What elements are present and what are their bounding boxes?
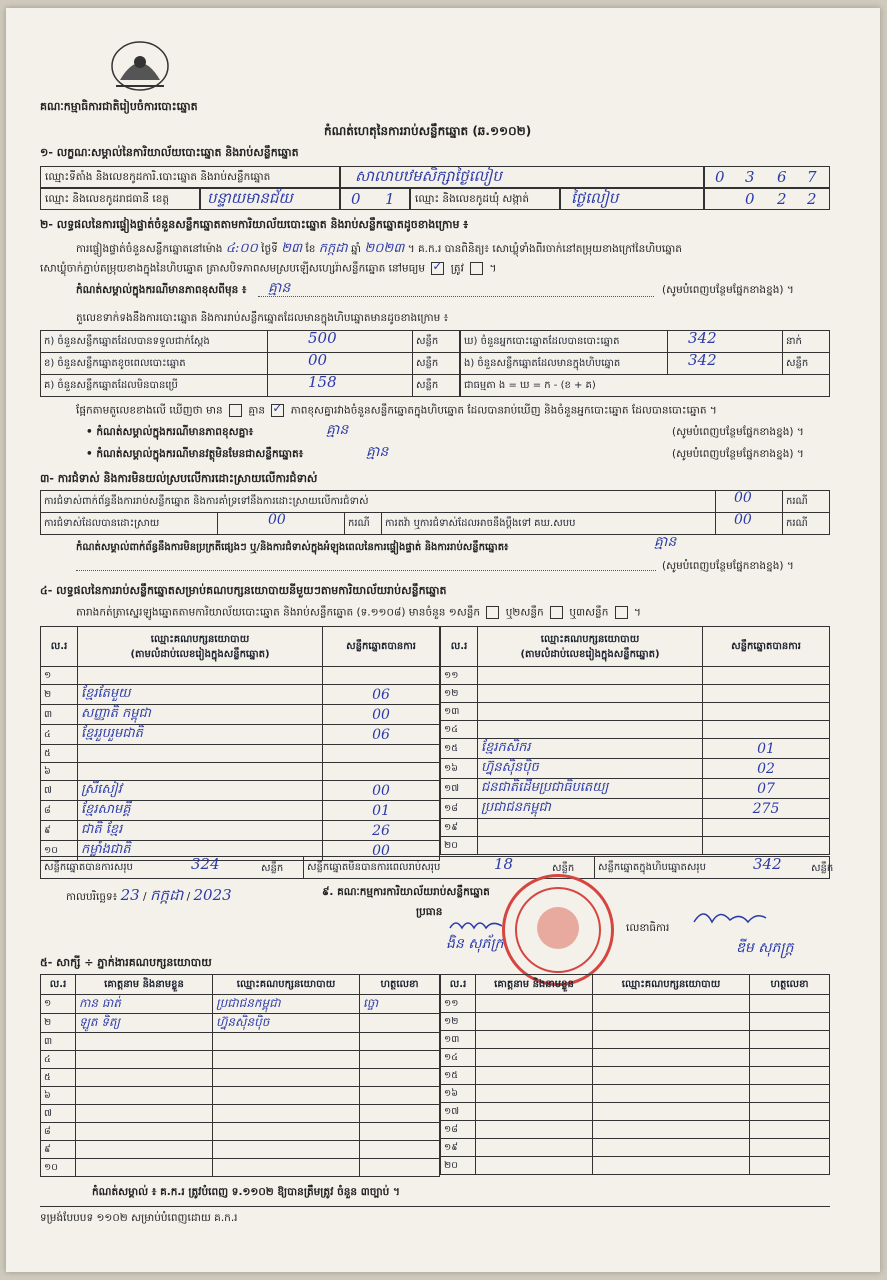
s2-note-label: កំណត់សម្គាល់ក្នុងករណីមានភាពខុសពីមុន ៖ [76, 284, 247, 296]
witness-cell [750, 1139, 830, 1157]
row-number: ៦ [41, 763, 78, 781]
witness-cell [213, 1014, 360, 1033]
compare-line: ផ្អែកតាមតួលេខខាងលើ ឃើញថា មាន គ្មាន ✓ ភាពខុសគ្នារវាងចំនួនសន្លឹកឆ្នោតក្នុងហិបឆ្នោត ដែលបានរាប់ឃើញ និងចំនួនអ្នកបោះឆ្នោត ដែលបានបោះឆ្នោត ។ [76, 404, 717, 420]
party-name: សញ្ញាតិ កម្ពុជា [81, 706, 151, 721]
witness-row [441, 1121, 830, 1139]
witness-cell [213, 995, 360, 1014]
correct-checkbox[interactable] [431, 262, 444, 275]
witness-cell [76, 1105, 213, 1123]
votes-value: 00 [372, 782, 390, 799]
votes-cell [703, 703, 830, 721]
votes-cell [703, 837, 830, 855]
row-number: ១០ [41, 1159, 76, 1177]
votes-cell [323, 667, 440, 685]
result-row [41, 705, 440, 725]
row-number: ១៧ [441, 1103, 476, 1121]
commune-name-cell: ថ្ងៃលៀប [560, 188, 704, 210]
votes-cell [323, 763, 440, 781]
result-row [441, 799, 830, 819]
row-number: ១៩ [441, 1139, 476, 1157]
row-number: ៦ [41, 1087, 76, 1105]
witness-cell [593, 1085, 750, 1103]
party-cell [478, 703, 703, 721]
result-row [41, 821, 440, 841]
witness-cell [76, 1159, 213, 1177]
witness-row [41, 1123, 440, 1141]
witness-cell [213, 1141, 360, 1159]
witness-row [441, 1157, 830, 1175]
witness-cell [76, 995, 213, 1014]
votes-cell [703, 667, 830, 685]
witness-cell [750, 1067, 830, 1085]
votes-value: 275 [752, 800, 780, 817]
province-name-cell: បន្ទាយមានជ័យ [200, 188, 340, 210]
witness-row [41, 1033, 440, 1051]
witness-cell [476, 1067, 593, 1085]
votes-cell [703, 721, 830, 739]
votes-value: 26 [372, 822, 390, 839]
row-number: ៤ [41, 1051, 76, 1069]
witness-row [441, 1085, 830, 1103]
row-number: ១៣ [441, 703, 478, 721]
chair-name: ងិន សុភ័ក្រ [446, 936, 504, 952]
witness-cell [593, 1013, 750, 1031]
row-number: ១៧ [441, 779, 478, 799]
row-number: ៥ [41, 1069, 76, 1087]
votes-value: 06 [372, 726, 390, 743]
result-row [41, 781, 440, 801]
party-cell [78, 821, 323, 841]
row-number: ២ [41, 1014, 76, 1033]
row-number: ១៣ [441, 1031, 476, 1049]
witness-cell [76, 1141, 213, 1159]
chair-label: ប្រធាន [416, 906, 443, 918]
row-number: ៧ [41, 1105, 76, 1123]
witness-cell [750, 1157, 830, 1175]
result-row [41, 763, 440, 781]
result-row [441, 837, 830, 855]
votes-value: 00 [372, 706, 390, 723]
witness-row [41, 1105, 440, 1123]
votes-cell [323, 801, 440, 821]
party-name: ខ្មែរសាមគ្គី [81, 802, 131, 817]
votes-cell [703, 759, 830, 779]
chair-signature-icon [446, 914, 506, 934]
row-number: ៣ [41, 705, 78, 725]
witness-row [41, 995, 440, 1014]
section5-title: ៥- សាក្សី ÷ ភ្នាក់ងារគណបក្សនយោបាយ [40, 956, 212, 969]
row-number: ៩ [41, 821, 78, 841]
verification-line: ការផ្ទៀងផ្ទាត់ចំនួនសន្លឹកឆ្នោតនៅម៉ោង ៤:០០ ថ្ងៃទី ២៣ ខែ កក្កដា ឆ្នាំ ២០២៣ ។ គ.ក.រ បានពិនិត្យ៖ សោឃ្លុំទាំងពីរចាក់នៅតម្រុយខាងក្រៅនៃហិបឆ្នោត [76, 241, 682, 256]
witness-cell [76, 1033, 213, 1051]
totals-row: សន្លឹកឆ្នោតបានការសរុប 324 សន្លឹក សន្លឹកឆ្នោតមិនបានការពេលរាប់សរុប 18 សន្លឹក សន្លឹកឆ្នោតក្នុងហិបឆ្នោតសរុប 342 សន្លឹក [40, 856, 830, 879]
row-number: ១៦ [441, 1085, 476, 1103]
votes-cell [703, 779, 830, 799]
party-cell [78, 685, 323, 705]
section4-title: ៤- លទ្ធផលនៃការរាប់សន្លឹកឆ្នោតសម្រាប់គណបក្សនយោបាយនីមួយៗតាមការិយាល័យរាប់សន្លឹកឆ្នោត [40, 584, 447, 597]
province-code-cell: 0 1 [340, 188, 410, 210]
witness-cell [476, 1049, 593, 1067]
party-name: ជាតិ ខ្មែរ [81, 822, 123, 837]
result-row [441, 721, 830, 739]
votes-cell [323, 725, 440, 745]
party-name: ខ្មែរកសិករ [481, 740, 531, 755]
result-row [441, 703, 830, 721]
witness-cell [593, 1049, 750, 1067]
row-number: ៩ [41, 1141, 76, 1159]
party-cell [78, 781, 323, 801]
committee-emblem-icon [106, 36, 174, 94]
footnote: កំណត់សម្គាល់ ៖ គ.ក.រ ត្រូវបំពេញ ទ.១១០២ ឱ្យបានត្រឹមត្រូវ ចំនួន ៣ច្បាប់ ។ [92, 1186, 400, 1198]
witness-cell [593, 1157, 750, 1175]
witness-cell [360, 1123, 440, 1141]
witness-name: ឡូត ទិត្យ [79, 1015, 121, 1029]
diff-note-value: គ្មាន [326, 422, 349, 438]
witness-row [441, 995, 830, 1013]
votes-cell [323, 745, 440, 763]
party-cell [478, 759, 703, 779]
objection-table: ការជំទាស់ពាក់ព័ន្ធនឹងការរាប់សន្លឹកឆ្នោត និងការគាំទ្រទៅនឹងការដោះស្រាយលើការជំទាស់ 00 ករណី ការជំទាស់ដែលបានដោះស្រាយ 00 ករណី ការតវ៉ា ឬការជំទាស់ដែលអាចនឹងប្តឹងទៅ គឃ.សបប 00 ករណី [40, 490, 830, 535]
secretary-signature-icon [690, 904, 770, 930]
witness-cell [213, 1087, 360, 1105]
witness-cell [213, 1069, 360, 1087]
result-row [441, 685, 830, 703]
witness-cell [213, 1123, 360, 1141]
result-row [41, 801, 440, 821]
row-number: ៨ [41, 1123, 76, 1141]
witness-row [41, 1051, 440, 1069]
section3-title: ៣- ការជំទាស់ និងការមិនយល់ស្របលើការដោះស្រាយលើការជំទាស់ [40, 472, 318, 485]
row-number: ២០ [441, 1157, 476, 1175]
row-number: ៣ [41, 1033, 76, 1051]
province-label-cell: ឈ្មោះ និងលេខកូដរាជធានី ខេត្ត [40, 188, 200, 210]
footer-text: ទម្រង់បែបបទ ១១០២ សម្រាប់បំពេញដោយ គ.ក.រ [40, 1212, 238, 1224]
diff-yes-checkbox[interactable] [229, 404, 242, 417]
party-name: ខ្មែររួបរួមជាតិ [81, 726, 143, 741]
results-table-right: ល.រ ឈ្មោះគណបក្សនយោបាយ (តាមលំដាប់លេខរៀងក្នុងសន្លឹកឆ្នោត) សន្លឹកឆ្នោតបានការ ១១ ១២ ១៣ ១៤ ១៥ ខ្មែរកសិករ 01 ១៦ ហ្វ៊ុនស៊ិនប៉ិច 02 ១៧ ជនជាតិដើមប្រជាធិបតេយ្យ 07 ១៨ ប្រជាជនកម្ពុជា 275 ១៩ ២០ [440, 626, 830, 855]
party-name: ជនជាតិដើមប្រជាធិបតេយ្យ [481, 780, 609, 795]
s2-note-line [258, 296, 654, 297]
result-row [441, 779, 830, 799]
witness-cell [593, 1067, 750, 1085]
row-number: ១៨ [441, 799, 478, 819]
row-number: ៨ [41, 801, 78, 821]
s3-note-label: កំណត់សម្គាល់ពាក់ព័ន្ធនឹងការមិនប្រក្រតីផ្សេងៗ ឬ/និងការជំទាស់ក្នុងអំឡុងពេលនៃការផ្ទៀងផ្ទាត់ និងការរាប់សន្លឹកឆ្នោត៖ [76, 542, 509, 553]
witness-cell [750, 1121, 830, 1139]
witness-row [441, 1103, 830, 1121]
witness-cell [213, 1033, 360, 1051]
station-name: សាលាបឋមសិក្សាថ្ងៃលៀប [355, 167, 502, 185]
party-cell [78, 705, 323, 725]
s2-table-intro: តួលេខទាក់ទងនឹងការបោះឆ្នោត និងការរាប់សន្លឹកឆ្នោតដែលមានក្នុងហិបឆ្នោតមានដូចខាងក្រោម ៖ [76, 312, 449, 324]
s3-note-value: គ្មាន [654, 534, 677, 550]
section2-title: ២- លទ្ធផលនៃការផ្ទៀងផ្ទាត់ចំនួនសន្លឹកឆ្នោតតាមការិយាល័យបោះឆ្នោត និងរាប់សន្លឹកឆ្នោតដូចខាងក្រោម ៖ [40, 218, 469, 231]
s2-note-value: គ្មាន [268, 280, 291, 296]
witness-cell [360, 1014, 440, 1033]
party-cell [78, 801, 323, 821]
counts-table-right: ឃ) ចំនួនអ្នកបោះឆ្នោតដែលបានបោះឆ្នោត 342 នាក់ ង) ចំនួនសន្លឹកឆ្នោតដែលមានក្នុងហិបឆ្នោត 342 សន្លឹក ជាធម្មតា ង = ឃ = ក - (ខ + គ) [460, 330, 830, 397]
row-number: ១ [41, 667, 78, 685]
party-name: ប្រជាជនកម្ពុជា [481, 800, 551, 815]
witness-cell [476, 1013, 593, 1031]
row-number: ១៨ [441, 1121, 476, 1139]
party-cell [78, 745, 323, 763]
witness-row [441, 1013, 830, 1031]
votes-cell [323, 821, 440, 841]
lock-line: សោឃ្លុំចាក់ភ្ជាប់តម្រុយខាងក្នុងនៃហិបឆ្នោត ត្រាសបិទភាពសមស្របឡើសហ្សេរ៉ាសន្លឹកឆ្នោត នៅមធ្យម ✓ ត្រូវ ។ [40, 262, 496, 278]
row-number: ៥ [41, 745, 78, 763]
votes-value: 01 [372, 802, 390, 819]
witness-row [41, 1014, 440, 1033]
row-number: ២០ [441, 837, 478, 855]
results-table-left: ល.រ ឈ្មោះគណបក្សនយោបាយ (តាមលំដាប់លេខរៀងក្នុងសន្លឹកឆ្នោត) សន្លឹកឆ្នោតបានការ ១ ២ ខ្មែរតែមួយ 06 ៣ សញ្ញាតិ កម្ពុជា 00 ៤ ខ្មែររួបរួមជាតិ 06 ៥ ៦ ៧ ស្រីសៀវ 00 ៨ ខ្មែរសាមគ្គី 01 ៩ ជាតិ ខ្មែរ 26 ១០ កម្លាំងជាតិ 00 [40, 626, 440, 861]
tally-sheet-line: តារាងកត់ត្រាស្នេរឡូងឆ្នោតតាមការិយាល័យបោះឆ្នោត និងរាប់សន្លឹកឆ្នោត (ទ.១១០៨) មានចំនួន ១សន្លឹក ឬ២សន្លឹក ឬ៣សន្លឹក ។ [76, 606, 641, 619]
party-cell [478, 721, 703, 739]
one-sheet-checkbox[interactable] [486, 606, 499, 619]
votes-value: 01 [757, 740, 775, 757]
witness-cell [476, 1103, 593, 1121]
row-number: ៧ [41, 781, 78, 801]
witness-cell [213, 1159, 360, 1177]
witness-row [441, 1031, 830, 1049]
witness-row [441, 1139, 830, 1157]
votes-cell [703, 819, 830, 837]
party-name: ខ្មែរតែមួយ [81, 686, 131, 701]
counts-table-left: ក) ចំនួនសន្លឹកឆ្នោតដែលបានទទួលជាក់ស្តែង 500 សន្លឹក ខ) ចំនួនសន្លឹកឆ្នោតខូចពេលបោះឆ្នោត 00 សន្លឹក គ) ចំនួនសន្លឹកឆ្នោតដែលមិនបានប្រើ 158 សន្លឹក [40, 330, 460, 397]
witness-cell [593, 1139, 750, 1157]
witness-cell [76, 1051, 213, 1069]
witness-cell [476, 995, 593, 1013]
row-number: ១២ [441, 1013, 476, 1031]
result-row [41, 725, 440, 745]
commune-label-cell: ឈ្មោះ និងលេខកូដឃុំ សង្កាត់ [410, 188, 560, 210]
footer-divider [40, 1206, 830, 1207]
witness-table-left: ល.រ គោត្តនាម និងនាមខ្លួន ឈ្មោះគណបក្សនយោបាយ ហត្ថលេខា ១ កាន ធាត់ ប្រជាជនកម្ពុជា ច្ចោ ២ ឡូត ទិត្យ ហ្វ៊ុនស៊ិនប៉ិច ៣ ៤ ៥ ៦ ៧ ៨ ៩ ១០ [40, 974, 440, 1177]
witness-cell [750, 1031, 830, 1049]
votes-cell [703, 685, 830, 703]
votes-value: 02 [757, 760, 775, 777]
date-line: កាលបរិច្ឆេទ៖ 23 / កក្កដា / 2023 [66, 886, 232, 904]
witness-cell [360, 1159, 440, 1177]
witness-cell [476, 1139, 593, 1157]
station-name-cell [340, 166, 704, 188]
party-cell [478, 685, 703, 703]
votes-cell [323, 705, 440, 725]
votes-value: 07 [757, 780, 775, 797]
votes-value: 00 [372, 842, 390, 859]
witness-cell [360, 1141, 440, 1159]
witness-row [441, 1067, 830, 1085]
row-number: ១០ [41, 841, 78, 861]
party-cell [478, 667, 703, 685]
witness-cell [750, 1013, 830, 1031]
result-row [41, 685, 440, 705]
party-cell [478, 799, 703, 819]
party-cell [78, 763, 323, 781]
witness-cell [750, 995, 830, 1013]
witness-row [41, 1069, 440, 1087]
witness-cell [76, 1087, 213, 1105]
party-cell [478, 779, 703, 799]
witness-row [41, 1141, 440, 1159]
row-number: ១៥ [441, 739, 478, 759]
station-code-cell: 0 3 6 7 [704, 166, 830, 188]
witness-cell [360, 1105, 440, 1123]
row-number: ១៩ [441, 819, 478, 837]
votes-cell [323, 685, 440, 705]
witness-cell [360, 1069, 440, 1087]
witness-party: ប្រជាជនកម្ពុជា [216, 996, 281, 1010]
section1-title: ១- លក្ខណៈសម្គាល់នៃការិយាល័យបោះឆ្នោត និងរាប់សន្លឹកឆ្នោត [40, 146, 299, 159]
witness-cell [76, 1123, 213, 1141]
row-number: ១១ [441, 667, 478, 685]
votes-value: 06 [372, 686, 390, 703]
row-number: ១ [41, 995, 76, 1014]
party-name: ស្រីសៀវ [81, 782, 122, 797]
row-number: ២ [41, 685, 78, 705]
object-note-value: គ្មាន [366, 444, 389, 460]
party-cell [478, 837, 703, 855]
witness-cell [360, 1087, 440, 1105]
witness-row [41, 1087, 440, 1105]
votes-cell [703, 739, 830, 759]
three-sheet-checkbox[interactable] [615, 606, 628, 619]
secretary-name: ឌីម សុភក្ត្រ [736, 940, 794, 956]
party-cell [78, 725, 323, 745]
two-sheet-checkbox[interactable] [550, 606, 563, 619]
row-number: ៤ [41, 725, 78, 745]
witness-cell [750, 1049, 830, 1067]
witness-cell [593, 1031, 750, 1049]
station-label-cell: ឈ្មោះទីតាំង និងលេខកូដការិ.បោះឆ្នោត និងរាប់សន្លឹកឆ្នោត [40, 166, 340, 188]
secretary-label: លេខាធិការ [626, 922, 670, 934]
row-number: ១៤ [441, 1049, 476, 1067]
row-number: ១៥ [441, 1067, 476, 1085]
witness-cell [750, 1103, 830, 1121]
witness-cell [76, 1069, 213, 1087]
witness-cell [360, 1051, 440, 1069]
party-cell [78, 667, 323, 685]
witness-cell [360, 995, 440, 1014]
result-row [441, 739, 830, 759]
party-name: កម្លាំងជាតិ [81, 842, 131, 857]
witness-cell [476, 1121, 593, 1139]
witness-cell [360, 1033, 440, 1051]
form-sheet: គណៈកម្មាធិការជាតិរៀបចំការបោះឆ្នោត កំណត់ហេតុនៃការរាប់សន្លឹកឆ្នោត (ឆ.១១០២) ១- លក្ខណៈសម្គាល់នៃការិយាល័យបោះឆ្នោត និងរាប់សន្លឹកឆ្នោត ឈ្មោះទីតាំង និងលេខកូដការិ.បោះឆ្នោត និងរាប់សន្លឹកឆ្នោត សាលាបឋមសិក្សាថ្ងៃលៀប 0 3 6 7 ឈ្មោះ និងលេខកូដរាជធានី ខេត្ត បន្ទាយមានជ័យ 0 1 ឈ្មោះ និងលេខកូដឃុំ សង្កាត់ ថ្ងៃលៀប 0 2 2 ២- លទ្ធផលនៃការផ្ទៀងផ្ទាត់ចំនួនសន្លឹកឆ្នោតតាមការិយាល័យបោះឆ្នោត និងរាប់សន្លឹកឆ្នោតដូចខាងក្រោម ៖ ការផ្ទៀងផ្ទាត់ចំនួនសន្លឹកឆ្នោតនៅម៉ោង ៤:០០ ថ្ងៃទី ២៣ ខែ កក្កដា ឆ្នាំ ២០២៣ ។ គ.ក.រ បានពិនិត្យ៖ សោឃ្លុំទាំងពីរចាក់នៅតម្រុយខាងក្រៅនៃហិបឆ្នោត សោឃ្លុំចាក់ភ្ជាប់តម្រុយខាងក្នុងនៃហិបឆ្នោត ត្រាសបិទភាពសមស្របឡើសហ្សេរ៉ាសន្លឹកឆ្នោត នៅមធ្យម ✓ ត្រូវ ។ កំណត់សម្គាល់ក្នុងករណីមានភាពខុសពីមុន ៖ គ្មាន (សូមបំពេញបន្ថែមផ្នែកខាងខ្នង) ។ តួលេខទាក់ទងនឹងការបោះឆ្នោត និងការរាប់សន្លឹកឆ្នោតដែលមានក្នុងហិបឆ្នោតមានដូចខាងក្រោម ៖ ក) ចំនួនសន្លឹកឆ្នោតដែលបានទទួលជាក់ស្តែង 500 សន្លឹក ខ) ចំនួនសន្លឹកឆ្នោតខូចពេលបោះឆ្នោត 00 សន្លឹក គ) ចំនួនសន្លឹកឆ្នោតដែលមិនបានប្រើ 158 សន្លឹក ឃ) ចំនួនអ្នកបោះឆ្នោតដែលបានបោះឆ្នោត 342 នាក់ ង) ចំនួនសន្លឹកឆ្នោតដែលមានក្នុងហិបឆ្នោត 342 សន្លឹក ជាធម្មតា ង = ឃ = ក - (ខ + គ) ផ្អែកតាមតួលេខខាងលើ ឃើញថា មាន គ្មាន ✓ ភាពខុសគ្នារវាងចំនួនសន្លឹកឆ្នោតក្នុងហិបឆ្នោត ដែលបានរាប់ឃើញ និងចំនួនអ្នកបោះឆ្នោត ដែលបានបោះឆ្នោត ។ • កំណត់សម្គាល់ក្នុងករណីមានភាពខុសគ្នា៖ គ្មាន (សូមបំពេញបន្ថែមផ្នែកខាងខ្នង) ។ • កំណត់សម្គាល់ក្នុងករណីមានវត្ថុមិនមែនជាសន្លឹកឆ្នោត៖ គ្មាន (សូមបំពេញបន្ថែមផ្នែកខាងខ្នង) ។ ៣- ការជំទាស់ និងការមិនយល់ស្របលើការដោះស្រាយលើការជំទាស់ ការជំទាស់ពាក់ព័ន្ធនឹងការរាប់សន្លឹកឆ្នោត និងការគាំទ្រទៅនឹងការដោះស្រាយលើការជំទាស់ 00 ករណី ការជំទាស់ដែលបានដោះស្រាយ 00 ករណី ការតវ៉ា ឬការជំទាស់ដែលអាចនឹងប្តឹងទៅ គឃ.សបប 00 ករណី កំណត់សម្គាល់ពាក់ព័ន្ធនឹងការមិនប្រក្រតីផ្សេងៗ ឬ/និងការជំទាស់ក្នុងអំឡុងពេលនៃការផ្ទៀងផ្ទាត់ និងការរាប់សន្លឹកឆ្នោត៖ គ្មាន (សូមបំពេញបន្ថែមផ្នែកខាងខ្នង) ។ ៤- លទ្ធផលនៃការរាប់សន្លឹកឆ្នោតសម្រាប់គណបក្សនយោបាយនីមួយៗតាមការិយាល័យរាប់សន្លឹកឆ្នោត តារាងកត់ត្រាស្នេរឡូងឆ្នោតតាមការិយាល័យបោះឆ្នោត និងរាប់សន្លឹកឆ្នោត (ទ.១១០៨) មានចំនួន ១សន្លឹក ឬ២សន្លឹក ឬ៣សន្លឹក ។ ល.រ ឈ្មោះគណបក្សនយោបាយ (តាមលំដាប់លេខរៀងក្នុងសន្លឹកឆ្នោត) សន្លឹកឆ្នោតបានការ ១ ២ ខ្មែរតែមួយ 06 ៣ សញ្ញាតិ កម្ពុជា 00 ៤ ខ្មែររួបរួមជាតិ 06 ៥ ៦ ៧ ស្រីសៀវ 00 ៨ ខ្មែរសាមគ្គី 01 ៩ ជាតិ ខ្មែរ 26 ១០ កម្លាំងជាតិ 00 ល.រ ឈ្មោះគណបក្សនយោបាយ (តាមលំដាប់លេខរៀងក្នុងសន្លឹកឆ្នោត) សន្លឹកឆ្នោតបានការ ១១ ១២ ១៣ ១៤ ១៥ ខ្មែរកសិករ 01 ១៦ ហ្វ៊ុនស៊ិនប៉ិច 02 ១៧ ជនជាតិដើមប្រជាធិបតេយ្យ 07 ១៨ ប្រជាជនកម្ពុជា 275 ១៩ ២០ សន្លឹកឆ្នោតបានការសរុប 324 សន្លឹក សន្លឹកឆ្នោតមិនបានការពេលរាប់សរុប 18 សន្លឹក សន្លឹកឆ្នោតក្នុងហិបឆ្នោតសរុប 342 សន្លឹក កាលបរិច្ឆេទ៖ 23 / កក្កដា / 2023 ៩. គណៈកម្មការការិយាល័យរាប់សន្លឹកឆ្នោត ប្រធាន ងិន សុភ័ក្រ លេខាធិការ ឌីម សុភក្ត្រ ៥- សាក្សី ÷ ភ្នាក់ងារគណបក្សនយោបាយ ល.រ គោត្តនាម និងនាមខ្លួន ឈ្មោះគណបក្សនយោបាយ ហត្ថលេខា ១ កាន ធាត់ ប្រជាជនកម្ពុជា ច្ចោ ២ ឡូត ទិត្យ ហ្វ៊ុនស៊ិនប៉ិច ៣ ៤ ៥ ៦ ៧ ៨ ៩ ១០ ល.រ គោត្តនាម និងនាមខ្លួន ឈ្មោះគណបក្សនយោបាយ ហត្ថលេខា ១១ ១២ ១៣ ១៤ ១៥ ១៦ ១៧ ១៨ ១៩ ២០ កំណត់សម្គាល់ ៖ គ.ក.រ ត្រូវបំពេញ ទ.១១០២ ឱ្យបានត្រឹមត្រូវ ចំនួន ៣ច្បាប់ ។ ទម្រង់បែបបទ ១១០២ សម្រាប់បំពេញដោយ គ.ក.រ [6, 8, 880, 1272]
witness-cell [593, 995, 750, 1013]
official-seal-icon [502, 874, 614, 986]
witness-name: កាន ធាត់ [79, 996, 121, 1010]
witness-cell [476, 1031, 593, 1049]
committee-name: គណៈកម្មាធិការជាតិរៀបចំការបោះឆ្នោត [40, 100, 198, 113]
result-row [41, 745, 440, 763]
party-cell [478, 739, 703, 759]
votes-cell [703, 799, 830, 819]
wrong-checkbox[interactable] [470, 262, 483, 275]
row-number: ១៤ [441, 721, 478, 739]
result-row [441, 819, 830, 837]
commune-code-cell: 0 2 2 [704, 188, 830, 210]
votes-cell [323, 781, 440, 801]
party-name: ហ្វ៊ុនស៊ិនប៉ិច [481, 760, 539, 775]
witness-cell [593, 1121, 750, 1139]
witness-cell [476, 1085, 593, 1103]
witness-table-right: ល.រ គោត្តនាម និងនាមខ្លួន ឈ្មោះគណបក្សនយោបាយ ហត្ថលេខា ១១ ១២ ១៣ ១៤ ១៥ ១៦ ១៧ ១៨ ១៩ ២០ [440, 974, 830, 1175]
witness-sign: ច្ចោ [363, 996, 379, 1010]
witness-cell [213, 1105, 360, 1123]
witness-party: ហ្វ៊ុនស៊ិនប៉ិច [216, 1015, 270, 1029]
party-cell [478, 819, 703, 837]
result-row [441, 667, 830, 685]
witness-row [41, 1159, 440, 1177]
witness-cell [593, 1103, 750, 1121]
witness-cell [213, 1051, 360, 1069]
row-number: ១១ [441, 995, 476, 1013]
row-number: ១៦ [441, 759, 478, 779]
witness-row [441, 1049, 830, 1067]
result-row [41, 667, 440, 685]
form-title: កំណត់ហេតុនៃការរាប់សន្លឹកឆ្នោត (ឆ.១១០២) [324, 124, 532, 138]
witness-cell [76, 1014, 213, 1033]
row-number: ១២ [441, 685, 478, 703]
result-row [441, 759, 830, 779]
diff-no-checkbox[interactable] [271, 404, 284, 417]
witness-cell [476, 1157, 593, 1175]
witness-cell [750, 1085, 830, 1103]
